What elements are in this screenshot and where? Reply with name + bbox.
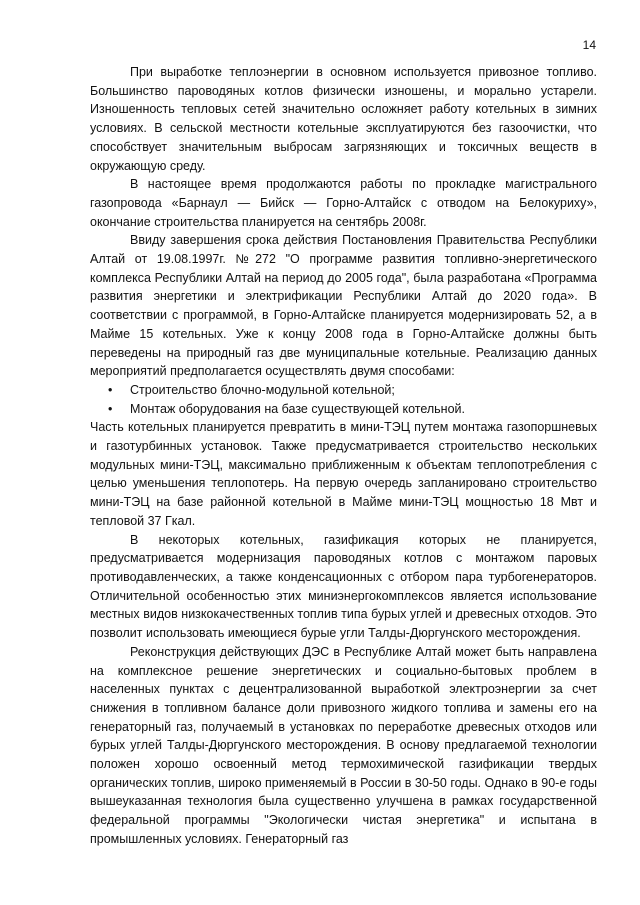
methods-list (90, 381, 597, 418)
paragraph-fuel: При выработке теплоэнергии в основном используется привозное топливо. Большинство пароводяных котлов физически изношены, и морально устарели. Изношенность тепловых сетей значительно осложняет работу котельных в зимних условиях. В сельской местности котельные эксплуатируются без газоочистки, что способствует значительным выбросам загрязняющих и токсичных веществ в окружающую среду. (90, 65, 597, 173)
list-item-text: Монтаж оборудования на базе существующей котельной. (130, 401, 465, 416)
list-item-text: Строительство блочно-модульной котельной; (130, 382, 395, 397)
document-body (90, 63, 597, 849)
paragraph-gas-pipeline: В настоящее время продолжаются работы по прокладке магистрального газопровода «Барнаул — Бийск — Горно-Алтайск с отводом на Белокуриху», окончание строительства планируется на сентябрь 2008г. (90, 177, 597, 229)
paragraph-des-reconstruction: Реконструкция действующих ДЭС в Республике Алтай может быть направлена на комплексное решение энергетических и социально-бытовых проблем в населенных пунктах с децентрализованной выработкой электроэнергии за счет снижения в топливном балансе доли привозного жидкого топлива и замены его на генераторный газ, получаемый в установках по переработке древесных отходов или бурых углей Талды-Дюргунского месторождения. В основу предлагаемой технологии положен хорошо освоенный метод термохимической газификации твердых органических топлив, широко применяемый в России в 30-50 годы. Однако в 90-е годы вышеуказанная технология была существенно улучшена в рамках государственной федеральной программы "Экологически чистая энергетика" и испытана в промышленных условиях. Генераторный газ (90, 644, 597, 846)
bullet-icon: • (108, 382, 113, 397)
paragraph-boiler-modernization: В некоторых котельных, газификация которых не планируется, предусматривается модернизация пароводяных котлов с монтажом паровых противодавленческих, а также конденсационных с отбором пара турбогенераторов. Отличительной особенностью этих миниэнергокомплексов является использование местных видов низкокачественных топлив типа бурых углей и древесных отходов. Это позволит использовать имеющиеся бурые угли Талды-Дюргунского месторождения. (90, 532, 597, 641)
list-item (90, 400, 597, 419)
paragraph-program: Ввиду завершения срока действия Постановления Правительства Республики Алтай от 19.08.1997г. №272 "О программе развития топливно-энергетического комплекса Республики Алтай на период до 2005 года", была разработана «Программа развития энергетики и электрификации Республики Алтай до 2020 года». В соответствии с программой, в Горно-Алтайске планируется модернизировать 52, а в Майме 15 котельных. Уже к концу 2008 года в Горно-Алтайске должны быть переведены на природный газ две муниципальные котельные. Реализацию данных мероприятий предполагается осуществлять двумя способами: (90, 233, 597, 379)
list-item (90, 381, 597, 400)
bullet-icon: • (108, 401, 113, 416)
page-number: 14 (582, 38, 596, 52)
paragraph-mini-chp: Часть котельных планируется превратить в мини-ТЭЦ путем монтажа газопоршневых и газотурбинных установок. Также предусматривается строительство нескольких модульных мини-ТЭЦ, максимально приближенным к объектам теплопотребления с целью уменьшения теплопотерь. На первую очередь запланировано строительство мини-ТЭЦ на базе районной котельной в Майме мини-ТЭЦ мощностью 18 Мвт и тепловой 37 Гкал. (90, 420, 597, 528)
